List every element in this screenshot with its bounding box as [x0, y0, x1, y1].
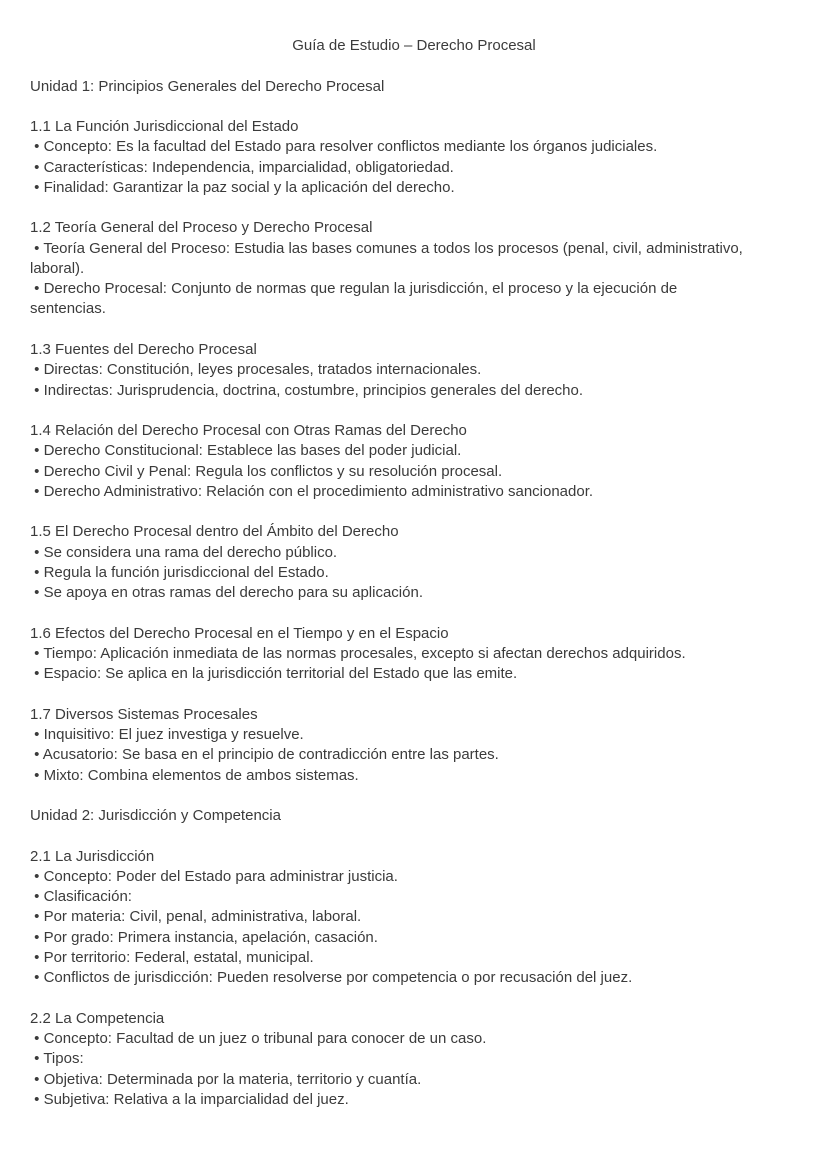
- section-heading-line: 1.3 Fuentes del Derecho Procesal: [30, 340, 257, 358]
- section-1-5: [30, 522, 798, 603]
- bullet-line: • Teoría General del Proceso: Estudia las bases comunes a todos los procesos (penal, civil, administrativo,: [30, 239, 743, 257]
- bullet-line: • Por materia: Civil, penal, administrativa, laboral.: [30, 908, 362, 926]
- bullet-line: • Derecho Procesal: Conjunto de normas que regulan la jurisdicción, el proceso y la ejecución de: [30, 280, 678, 298]
- continuation-line: sentencias.: [30, 300, 106, 318]
- section-2-1: [30, 847, 798, 989]
- bullet-line: • Directas: Constitución, leyes procesales, tratados internacionales.: [30, 361, 482, 379]
- bullet-line: • Tipos:: [30, 1050, 84, 1068]
- bullet-line: • Regula la función jurisdiccional del Estado.: [30, 563, 329, 581]
- section-heading-line: 1.1 La Función Jurisdiccional del Estado: [30, 118, 299, 136]
- section-1-2: [30, 218, 798, 319]
- section-heading-line: 1.2 Teoría General del Proceso y Derecho Procesal: [30, 219, 373, 237]
- bullet-line: • Derecho Administrativo: Relación con el procedimiento administrativo sancionador.: [30, 482, 594, 500]
- bullet-line: • Subjetiva: Relativa a la imparcialidad del juez.: [30, 1090, 349, 1108]
- section-heading-line: 1.4 Relación del Derecho Procesal con Otras Ramas del Derecho: [30, 422, 467, 440]
- bullet-line: • Por grado: Primera instancia, apelación, casación.: [30, 928, 378, 946]
- bullet-line: • Derecho Civil y Penal: Regula los conflictos y su resolución procesal.: [30, 462, 503, 480]
- bullet-line: • Concepto: Facultad de un juez o tribunal para conocer de un caso.: [30, 1030, 487, 1048]
- unidad-2-heading: [30, 806, 798, 826]
- bullet-line: • Indirectas: Jurisprudencia, doctrina, costumbre, principios generales del derecho.: [30, 381, 584, 399]
- unit-heading-line: Unidad 1: Principios Generales del Derecho Procesal: [30, 77, 385, 95]
- bullet-line: • Se considera una rama del derecho público.: [30, 543, 338, 561]
- bullet-line: • Finalidad: Garantizar la paz social y la aplicación del derecho.: [30, 178, 455, 196]
- section-heading-line: 2.1 La Jurisdicción: [30, 847, 155, 865]
- section-1-4: [30, 421, 798, 502]
- section-heading-line: 1.5 El Derecho Procesal dentro del Ámbito del Derecho: [30, 523, 399, 541]
- bullet-line: • Tiempo: Aplicación inmediata de las normas procesales, excepto si afectan derechos adquiridos.: [30, 644, 686, 662]
- bullet-line: • Espacio: Se aplica en la jurisdicción territorial del Estado que las emite.: [30, 665, 518, 683]
- document-body: [30, 77, 798, 1111]
- bullet-line: • Acusatorio: Se basa en el principio de contradicción entre las partes.: [30, 746, 499, 764]
- section-1-3: [30, 340, 798, 401]
- bullet-line: • Objetiva: Determinada por la materia, territorio y cuantía.: [30, 1070, 422, 1088]
- section-heading-line: 1.6 Efectos del Derecho Procesal en el Tiempo y en el Espacio: [30, 624, 449, 642]
- bullet-line: • Características: Independencia, imparcialidad, obligatoriedad.: [30, 158, 454, 176]
- unidad-1-heading: [30, 77, 798, 97]
- continuation-line: laboral).: [30, 259, 85, 277]
- section-heading-line: 1.7 Diversos Sistemas Procesales: [30, 705, 258, 723]
- bullet-line: • Conflictos de jurisdicción: Pueden resolverse por competencia o por recusación del juez.: [30, 969, 633, 987]
- bullet-line: • Clasificación:: [30, 888, 132, 906]
- section-heading-line: 2.2 La Competencia: [30, 1009, 165, 1027]
- bullet-line: • Concepto: Es la facultad del Estado para resolver conflictos mediante los órganos judiciales.: [30, 138, 658, 156]
- bullet-line: • Mixto: Combina elementos de ambos sistemas.: [30, 766, 359, 784]
- section-1-1: [30, 117, 798, 198]
- section-1-7: [30, 705, 798, 786]
- section-2-2: [30, 1009, 798, 1110]
- unit-heading-line: Unidad 2: Jurisdicción y Competencia: [30, 807, 281, 825]
- bullet-line: • Derecho Constitucional: Establece las bases del poder judicial.: [30, 442, 462, 460]
- bullet-line: • Se apoya en otras ramas del derecho para su aplicación.: [30, 584, 423, 602]
- bullet-line: • Concepto: Poder del Estado para administrar justicia.: [30, 867, 398, 885]
- document-title: Guía de Estudio – Derecho Procesal: [292, 37, 536, 54]
- bullet-line: • Inquisitivo: El juez investiga y resuelve.: [30, 726, 304, 744]
- bullet-line: • Por territorio: Federal, estatal, municipal.: [30, 948, 314, 966]
- section-1-6: [30, 624, 798, 685]
